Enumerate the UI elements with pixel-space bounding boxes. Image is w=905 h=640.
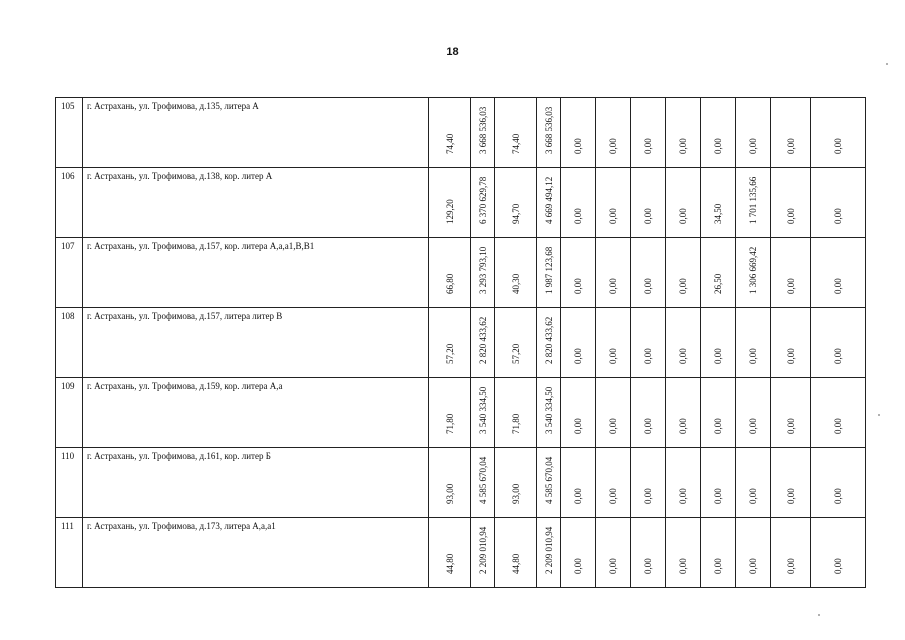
value-text: 0,00 [713, 348, 723, 364]
scan-speck [886, 63, 888, 65]
value-text: 0,00 [785, 348, 796, 364]
value-cell [701, 448, 736, 518]
value-text: 2 820 433,62 [543, 316, 554, 364]
value-text: 0,00 [833, 488, 843, 504]
value-cell [429, 238, 471, 308]
value-cell [471, 168, 495, 238]
value-cell [811, 378, 866, 448]
value-text: 0,00 [573, 278, 583, 294]
value-text: 0,00 [785, 278, 796, 294]
row-number: 110 [56, 448, 83, 518]
value-text: 0,00 [748, 558, 758, 574]
value-text: 44,80 [444, 553, 455, 574]
value-text: 0,00 [573, 488, 583, 504]
value-cell [596, 98, 631, 168]
value-text: 0,00 [713, 138, 723, 154]
value-cell [631, 168, 666, 238]
value-cell [561, 98, 596, 168]
value-cell [561, 308, 596, 378]
value-cell [736, 308, 771, 378]
address-cell: г. Астрахань, ул. Трофимова, д.138, кор. литер А [83, 168, 429, 238]
value-text: 40,30 [510, 273, 521, 294]
value-text: 94,70 [510, 203, 521, 224]
value-text: 0,00 [833, 418, 843, 434]
value-cell [631, 518, 666, 588]
value-text: 0,00 [713, 418, 723, 434]
value-text: 0,00 [785, 208, 796, 224]
value-text: 71,80 [444, 413, 455, 434]
value-text: 74,40 [510, 133, 521, 154]
value-cell [495, 98, 537, 168]
value-text: 74,40 [444, 133, 455, 154]
address-cell: г. Астрахань, ул. Трофимова, д.161, кор. литер Б [83, 448, 429, 518]
value-cell [471, 518, 495, 588]
value-text: 4 585 670,04 [543, 456, 554, 504]
value-text: 57,20 [510, 343, 521, 364]
value-cell [429, 168, 471, 238]
value-text: 2 820 433,62 [477, 316, 488, 364]
page-number: 18 [446, 46, 459, 58]
value-cell [596, 308, 631, 378]
value-text: 0,00 [748, 138, 758, 154]
value-cell [537, 448, 561, 518]
value-cell [537, 238, 561, 308]
value-text: 0,00 [678, 558, 688, 574]
value-cell [736, 168, 771, 238]
value-text: 0,00 [643, 278, 653, 294]
value-cell [537, 518, 561, 588]
value-text: 3 293 793,10 [477, 246, 488, 294]
value-text: 3 668 536,03 [477, 106, 488, 154]
value-cell [596, 238, 631, 308]
value-cell [771, 238, 811, 308]
value-cell [561, 378, 596, 448]
value-cell [666, 98, 701, 168]
value-cell [429, 448, 471, 518]
value-cell [811, 98, 866, 168]
table-row [56, 98, 866, 168]
value-text: 44,80 [510, 553, 521, 574]
value-text: 0,00 [608, 278, 618, 294]
row-number: 106 [56, 168, 83, 238]
value-cell [701, 378, 736, 448]
value-cell [811, 308, 866, 378]
value-text: 0,00 [748, 488, 758, 504]
value-cell [471, 238, 495, 308]
value-text: 0,00 [678, 348, 688, 364]
value-cell [736, 448, 771, 518]
value-cell [631, 378, 666, 448]
value-cell [495, 308, 537, 378]
value-cell [495, 448, 537, 518]
value-text: 4 585 670,04 [477, 456, 488, 504]
value-cell [631, 238, 666, 308]
address-cell: г. Астрахань, ул. Трофимова, д.173, литера А,а,а1 [83, 518, 429, 588]
value-text: 0,00 [608, 138, 618, 154]
value-cell [495, 518, 537, 588]
value-cell [666, 238, 701, 308]
value-text: 1 987 123,68 [543, 246, 554, 294]
scan-speck [878, 414, 880, 416]
value-text: 0,00 [643, 418, 653, 434]
address-cell: г. Астрахань, ул. Трофимова, д.159, кор. литера А,а [83, 378, 429, 448]
row-number: 105 [56, 98, 83, 168]
value-text: 0,00 [713, 558, 723, 574]
value-cell [471, 308, 495, 378]
value-cell [471, 98, 495, 168]
value-text: 0,00 [678, 138, 688, 154]
table-row [56, 518, 866, 588]
value-cell [596, 518, 631, 588]
value-text: 0,00 [573, 208, 583, 224]
value-text: 3 668 536,03 [543, 106, 554, 154]
value-text: 3 540 334,50 [477, 386, 488, 434]
row-number: 107 [56, 238, 83, 308]
value-cell [429, 518, 471, 588]
value-text: 0,00 [573, 418, 583, 434]
value-cell [701, 308, 736, 378]
value-text: 1 306 669,42 [748, 246, 758, 294]
row-number: 111 [56, 518, 83, 588]
value-text: 0,00 [833, 278, 843, 294]
value-cell [666, 378, 701, 448]
value-cell [701, 518, 736, 588]
value-cell [631, 98, 666, 168]
value-text: 0,00 [785, 418, 796, 434]
value-cell [537, 98, 561, 168]
value-text: 0,00 [748, 418, 758, 434]
value-cell [561, 238, 596, 308]
value-text: 71,80 [510, 413, 521, 434]
value-text: 0,00 [833, 348, 843, 364]
value-cell [596, 378, 631, 448]
property-table [55, 97, 866, 588]
table-row [56, 448, 866, 518]
value-cell [811, 238, 866, 308]
value-cell [429, 308, 471, 378]
value-text: 0,00 [573, 558, 583, 574]
value-cell [429, 378, 471, 448]
value-cell [596, 168, 631, 238]
value-text: 0,00 [608, 418, 618, 434]
value-cell [537, 308, 561, 378]
value-cell [736, 518, 771, 588]
value-cell [701, 168, 736, 238]
table-row [56, 308, 866, 378]
table-row [56, 168, 866, 238]
value-text: 0,00 [748, 348, 758, 364]
value-text: 93,00 [444, 483, 455, 504]
value-text: 0,00 [785, 488, 796, 504]
value-text: 4 669 494,12 [543, 176, 554, 224]
value-cell [429, 98, 471, 168]
value-text: 0,00 [643, 208, 653, 224]
value-text: 26,50 [713, 273, 723, 294]
value-cell [666, 308, 701, 378]
value-text: 34,50 [713, 203, 723, 224]
value-text: 0,00 [785, 138, 796, 154]
address-cell: г. Астрахань, ул. Трофимова, д.157, кор. литера А,а,а1,В,В1 [83, 238, 429, 308]
address-cell: г. Астрахань, ул. Трофимова, д.135, литера А [83, 98, 429, 168]
value-cell [811, 168, 866, 238]
table-row [56, 238, 866, 308]
value-text: 0,00 [785, 558, 796, 574]
value-text: 2 209 010,94 [477, 526, 488, 574]
value-cell [771, 98, 811, 168]
table-row [56, 378, 866, 448]
value-cell [771, 308, 811, 378]
value-cell [666, 518, 701, 588]
value-cell [771, 448, 811, 518]
value-cell [631, 448, 666, 518]
value-text: 0,00 [608, 488, 618, 504]
value-cell [736, 98, 771, 168]
value-cell [596, 448, 631, 518]
address-cell: г. Астрахань, ул. Трофимова, д.157, литера литер В [83, 308, 429, 378]
value-text: 6 370 629,78 [477, 176, 488, 224]
value-cell [495, 238, 537, 308]
value-text: 57,20 [444, 343, 455, 364]
value-cell [736, 238, 771, 308]
value-cell [631, 308, 666, 378]
value-text: 0,00 [608, 208, 618, 224]
value-text: 0,00 [833, 208, 843, 224]
value-text: 0,00 [678, 418, 688, 434]
value-text: 93,00 [510, 483, 521, 504]
value-text: 0,00 [678, 208, 688, 224]
value-text: 0,00 [608, 348, 618, 364]
value-text: 0,00 [678, 278, 688, 294]
row-number: 109 [56, 378, 83, 448]
value-cell [495, 168, 537, 238]
value-text: 0,00 [833, 558, 843, 574]
value-cell [771, 378, 811, 448]
value-cell [666, 448, 701, 518]
value-text: 66,80 [444, 273, 455, 294]
value-text: 0,00 [833, 138, 843, 154]
value-cell [811, 448, 866, 518]
value-text: 0,00 [713, 488, 723, 504]
scan-speck [818, 614, 820, 616]
value-cell [701, 98, 736, 168]
value-text: 0,00 [643, 558, 653, 574]
value-cell [537, 378, 561, 448]
value-text: 0,00 [573, 348, 583, 364]
value-text: 0,00 [678, 488, 688, 504]
value-text: 3 540 334,50 [543, 386, 554, 434]
row-number: 108 [56, 308, 83, 378]
value-cell [771, 518, 811, 588]
value-text: 0,00 [608, 558, 618, 574]
value-text: 129,20 [444, 199, 455, 224]
value-cell [537, 168, 561, 238]
value-cell [561, 518, 596, 588]
value-cell [666, 168, 701, 238]
value-cell [701, 238, 736, 308]
value-cell [471, 378, 495, 448]
value-cell [495, 378, 537, 448]
value-text: 2 209 010,94 [543, 526, 554, 574]
value-cell [736, 378, 771, 448]
value-text: 0,00 [573, 138, 583, 154]
value-text: 0,00 [643, 488, 653, 504]
value-text: 1 701 135,66 [748, 176, 758, 224]
value-cell [771, 168, 811, 238]
value-cell [561, 448, 596, 518]
value-text: 0,00 [643, 348, 653, 364]
value-text: 0,00 [643, 138, 653, 154]
value-cell [471, 448, 495, 518]
value-cell [561, 168, 596, 238]
value-cell [811, 518, 866, 588]
